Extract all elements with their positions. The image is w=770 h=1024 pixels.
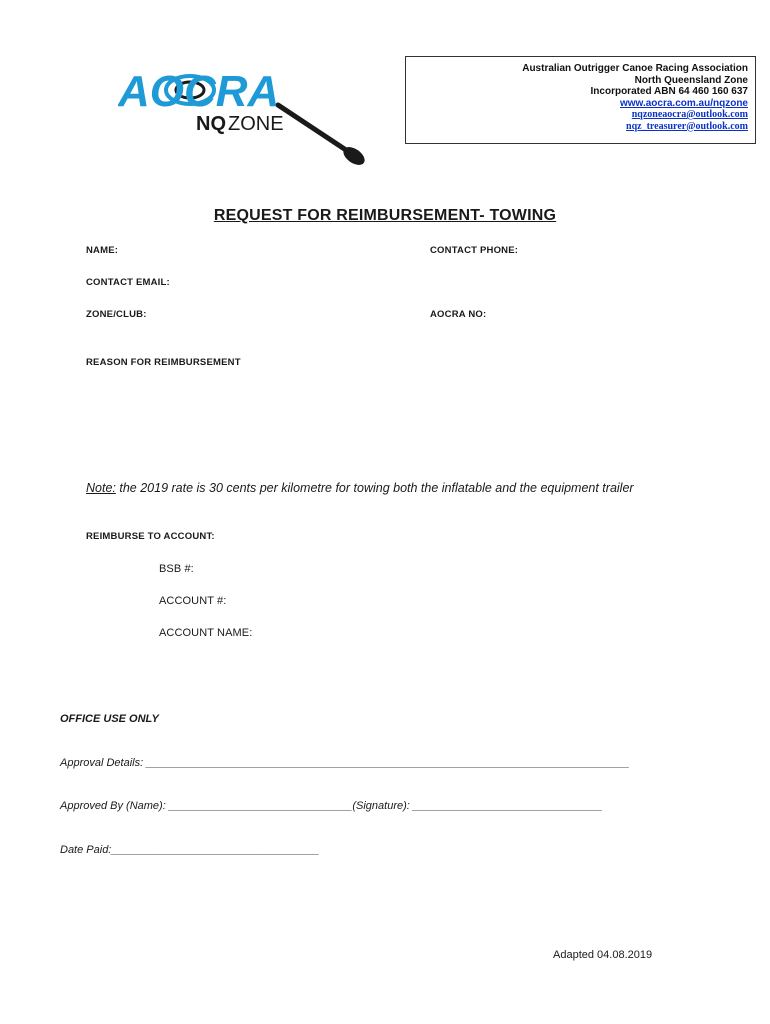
account-name-label: ACCOUNT NAME: (159, 627, 253, 639)
email-link[interactable]: nqzoneaocra@outlook.com (631, 109, 748, 120)
aocra-number-label: AOCRA NO: (430, 309, 487, 320)
date-paid-field: Date Paid:__________________________________ (60, 844, 320, 856)
logo-zone-text: ZONE (228, 113, 284, 135)
note-prefix: Note: (86, 481, 116, 495)
abn-text: Incorporated ABN 64 460 160 637 (590, 86, 748, 97)
note-text: the 2019 rate is 30 cents per kilometre for towing both the inflatable and the equipment trailer (115, 481, 634, 495)
approved-by-field: Approved By (Name): ______________________________(Signature): _______________________________ (60, 800, 603, 812)
account-number-label: ACCOUNT #: (159, 595, 227, 607)
logo-nq-text: NQ (196, 113, 226, 135)
reason-label: REASON FOR REIMBURSEMENT (86, 357, 241, 368)
contact-phone-label: CONTACT PHONE: (430, 245, 519, 256)
form-title: REQUEST FOR REIMBURSEMENT- TOWING (213, 207, 557, 224)
website-link[interactable]: www.aocra.com.au/nqzone (620, 97, 748, 109)
reimburse-account-label: REIMBURSE TO ACCOUNT: (86, 531, 215, 542)
aocra-logo (118, 60, 370, 165)
aocra-logo-graphic (118, 60, 370, 165)
logo-wordmark: AOCRA (118, 67, 280, 116)
rate-note (86, 481, 634, 495)
zone-name: North Queensland Zone (634, 74, 748, 86)
zone-club-label: ZONE/CLUB: (86, 309, 147, 320)
name-label: NAME: (86, 245, 119, 256)
bsb-label: BSB #: (159, 563, 194, 575)
contact-email-label: CONTACT EMAIL: (86, 277, 170, 288)
approval-details-field: Approval Details: _______________________________________________________________________________ (60, 757, 630, 769)
org-name: Australian Outrigger Canoe Racing Association (522, 63, 748, 74)
office-use-heading: OFFICE USE ONLY (60, 713, 159, 725)
contact-info-box (405, 56, 756, 144)
adapted-date: Adapted 04.08.2019 (553, 949, 653, 961)
treasurer-email-link[interactable]: nqz_treasurer@outlook.com (626, 120, 748, 132)
